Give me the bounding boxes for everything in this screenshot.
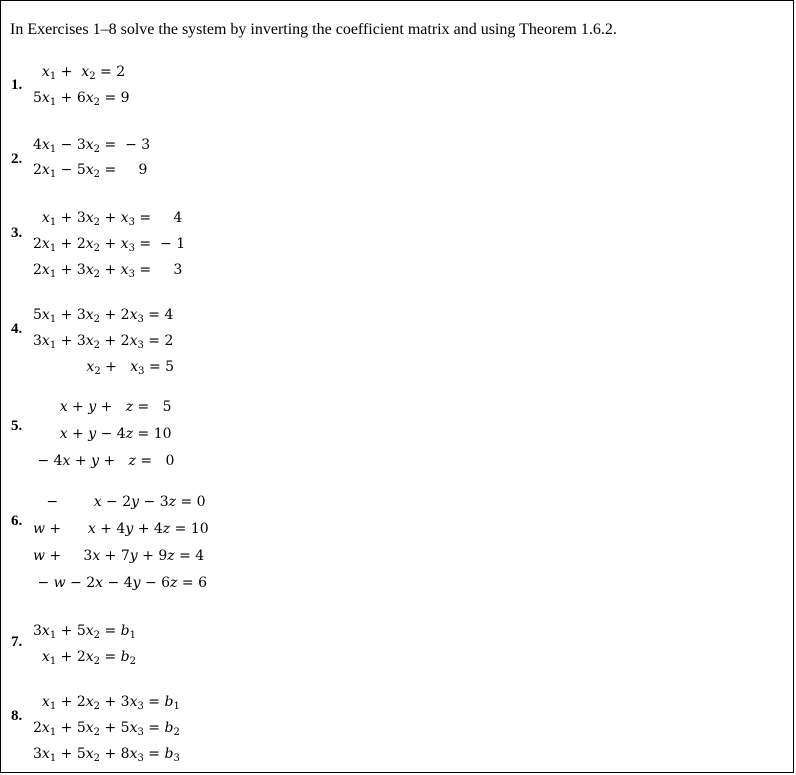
equation-line: $x_1 + 2x_2 = b_2$ — [41, 649, 136, 667]
exercise-instructions: In Exercises 1–8 solve the system by inverting the coefficient matrix and using Theorem 1.6.2. — [10, 21, 617, 38]
equation-line: − 4x + y + z = 0 — [33, 453, 175, 469]
equation-line: $5x_1 + 6x_2 = 9$ — [33, 90, 130, 108]
exercise-number-4: 4. — [11, 321, 23, 337]
equation-line: $x_1 + 3x_2 + x_3$ = 4 — [41, 210, 183, 228]
equation-line: − w − 2x − 4y − 6z = 6 — [33, 575, 208, 591]
equation-line: $x_1 + x_2 = 2$ — [41, 64, 126, 82]
exercise-number-5: 5. — [11, 418, 23, 434]
equation-line: − x − 2y − 3z = 0 — [33, 494, 206, 510]
exercise-number-6: 6. — [11, 513, 23, 529]
exercise-number-2: 2. — [11, 151, 23, 167]
exercise-number-7: 7. — [11, 634, 23, 650]
equation-line: $3x_1 + 3x_2 + 2x_3 = 2$ — [33, 333, 174, 351]
exercise-number-8: 8. — [11, 708, 23, 724]
equation-line: $2x_1 + 3x_2 + x_3$ = 3 — [33, 262, 183, 280]
equation-line: $2x_1 - 5x_2$ = 9 — [33, 162, 148, 180]
equation-line: x + y + z = 5 — [59, 399, 172, 415]
equation-line: $x_2 + x_3 = 5$ — [86, 359, 175, 377]
exercise-number-3: 3. — [11, 225, 23, 241]
equation-line: $3x_1 + 5x_2 + 8x_3 = b_3$ — [33, 746, 180, 764]
equation-line: w + x + 4y + 4z = 10 — [33, 521, 209, 537]
equation-line: x + y − 4z = 10 — [59, 426, 172, 442]
equation-line: $2x_1 + 5x_2 + 5x_3 = b_2$ — [33, 720, 180, 738]
equation-line: $2x_1 + 2x_2 + x_3$ = − 1 — [33, 236, 186, 254]
equation-line: $x_1 + 2x_2 + 3x_3 = b_1$ — [41, 694, 180, 712]
equation-line: $5x_1 + 3x_2 + 2x_3 = 4$ — [33, 307, 174, 325]
equation-line: $4x_1 - 3x_2$ = − 3 — [33, 137, 151, 155]
equation-line: w + 3x + 7y + 9z = 4 — [33, 548, 205, 564]
exercise-number-1: 1. — [11, 77, 23, 93]
equation-line: $3x_1 + 5x_2 = b_1$ — [33, 623, 137, 641]
